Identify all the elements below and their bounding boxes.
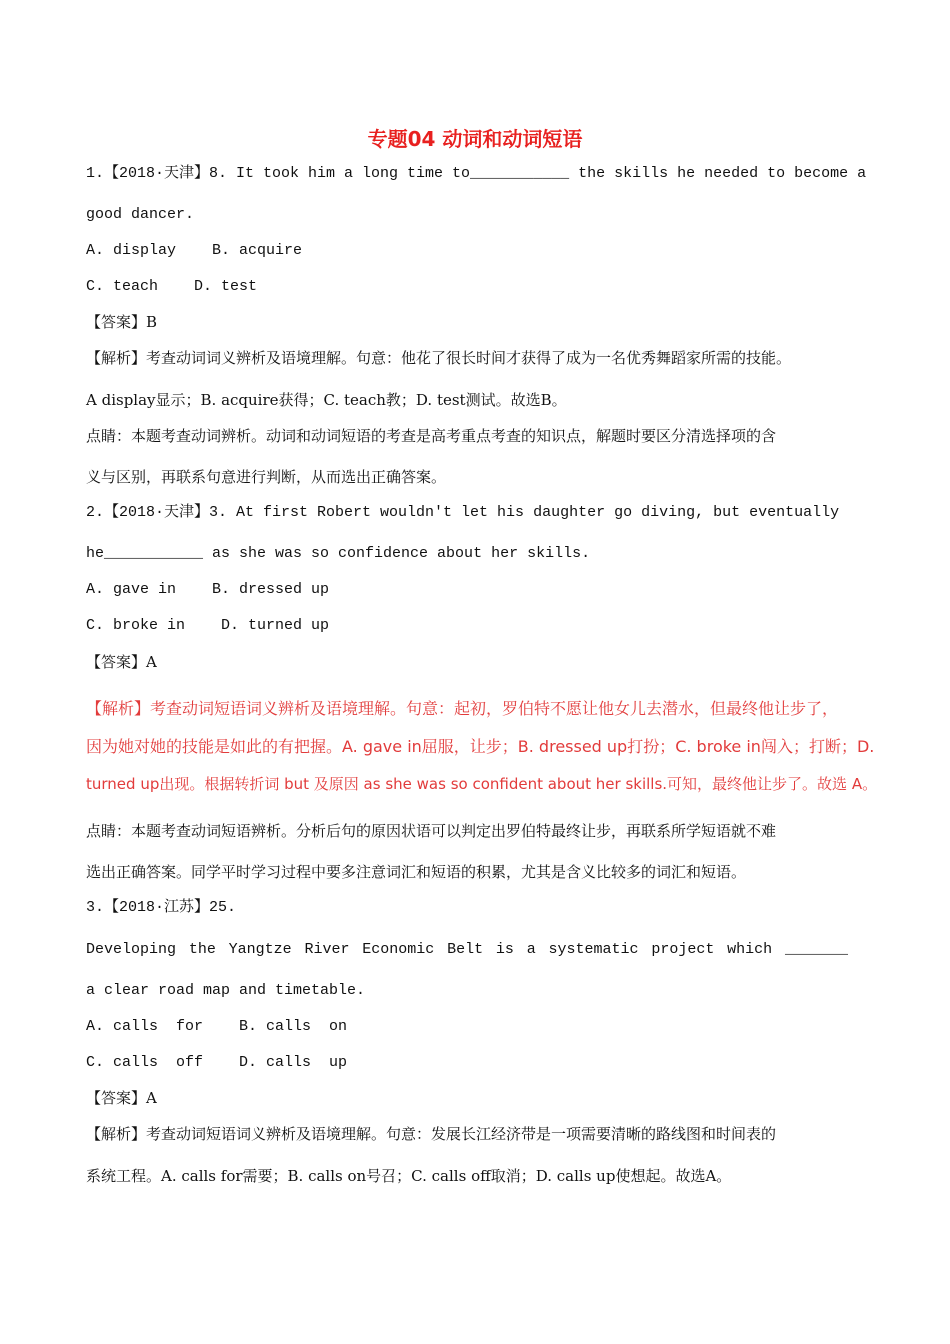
- q3-header: 3.【2018·江苏】25.: [86, 899, 237, 916]
- q3-blank: _______: [784, 941, 848, 958]
- q3-stem-line-2: a clear road map and timetable.: [86, 982, 366, 999]
- q2-answer: 【答案】A: [86, 653, 157, 671]
- q2-analysis-line-2: 因为她对她的技能是如此的有把握。A. gave in屈服，让步；B. dressed up打扮；C. broke in闯入；打断；D.: [86, 737, 875, 756]
- q1-stem-line-1: 1.【2018·天津】8. It took him a long time to___________ the skills he needed to become a: [86, 165, 867, 182]
- q2-analysis-line-3: turned up出现。根据转折词 but 及原因 as she was so confident about her skills.可知，最终他让步了。故选 A。: [86, 775, 878, 793]
- q3-word: Developing: [86, 941, 177, 958]
- q3-word: Yangtze: [228, 941, 292, 958]
- q1-tip-line-2: 义与区别，再联系句意进行判断，从而选出正确答案。: [86, 468, 447, 486]
- q1-answer: 【答案】B: [86, 313, 158, 331]
- q3-word: is: [495, 941, 514, 958]
- q1-analysis-line-2: A display显示；B. acquire获得；C. teach教；D. test测试。故选B。: [86, 391, 567, 409]
- q1-options-ab: A. display B. acquire: [86, 242, 303, 259]
- q3-analysis-line-2: 系统工程。A. calls for需要；B. calls on号召；C. calls off取消；D. calls up使想起。故选A。: [86, 1167, 732, 1185]
- q2-stem-line-1: 2.【2018·天津】3. At first Robert wouldn't let his daughter go diving, but eventually: [86, 504, 840, 521]
- q3-stem-line-1: [86, 940, 848, 960]
- page-title: 专题04 动词和动词短语: [367, 127, 583, 151]
- q1-analysis-line-1: 【解析】考查动词词义辨析及语境理解。句意：他花了很长时间才获得了成为一名优秀舞蹈家所需的技能。: [86, 349, 792, 367]
- q1-options-cd: C. teach D. test: [86, 278, 258, 295]
- q3-answer: 【答案】A: [86, 1089, 157, 1107]
- q3-word: a: [526, 941, 536, 958]
- q3-options-cd: C. calls off D. calls up: [86, 1054, 348, 1071]
- q2-tip-line-1: 点睛：本题考查动词短语辨析。分析后句的原因状语可以判定出罗伯特最终让步，再联系所学短语就不难: [86, 822, 777, 840]
- q3-word: River: [304, 941, 350, 958]
- q3-word: Economic: [362, 941, 435, 958]
- q1-stem-line-2: good dancer.: [86, 206, 195, 223]
- q3-options-ab: A. calls for B. calls on: [86, 1018, 348, 1035]
- q3-word: project: [651, 941, 715, 958]
- q2-tip-line-2: 选出正确答案。同学平时学习过程中要多注意词汇和短语的积累，尤其是含义比较多的词汇和短语。: [86, 863, 747, 881]
- q2-stem-line-2: he___________ as she was so confidence about her skills.: [86, 545, 591, 562]
- q3-word: systematic: [548, 941, 639, 958]
- q2-analysis-line-1: 【解析】考查动词短语词义辨析及语境理解。句意：起初，罗伯特不愿让他女儿去潜水，但最终他让步了，: [86, 699, 839, 718]
- q2-options-cd: C. broke in D. turned up: [86, 617, 330, 634]
- q1-tip-line-1: 点睛：本题考查动词辨析。动词和动词短语的考查是高考重点考查的知识点，解题时要区分清选择项的含: [86, 427, 777, 445]
- q3-word: the: [188, 941, 216, 958]
- q3-word: which: [727, 941, 773, 958]
- q3-analysis-line-1: 【解析】考查动词短语词义辨析及语境理解。句意：发展长江经济带是一项需要清晰的路线图和时间表的: [86, 1125, 777, 1143]
- q2-options-ab: A. gave in B. dressed up: [86, 581, 330, 598]
- q3-word: Belt: [447, 941, 484, 958]
